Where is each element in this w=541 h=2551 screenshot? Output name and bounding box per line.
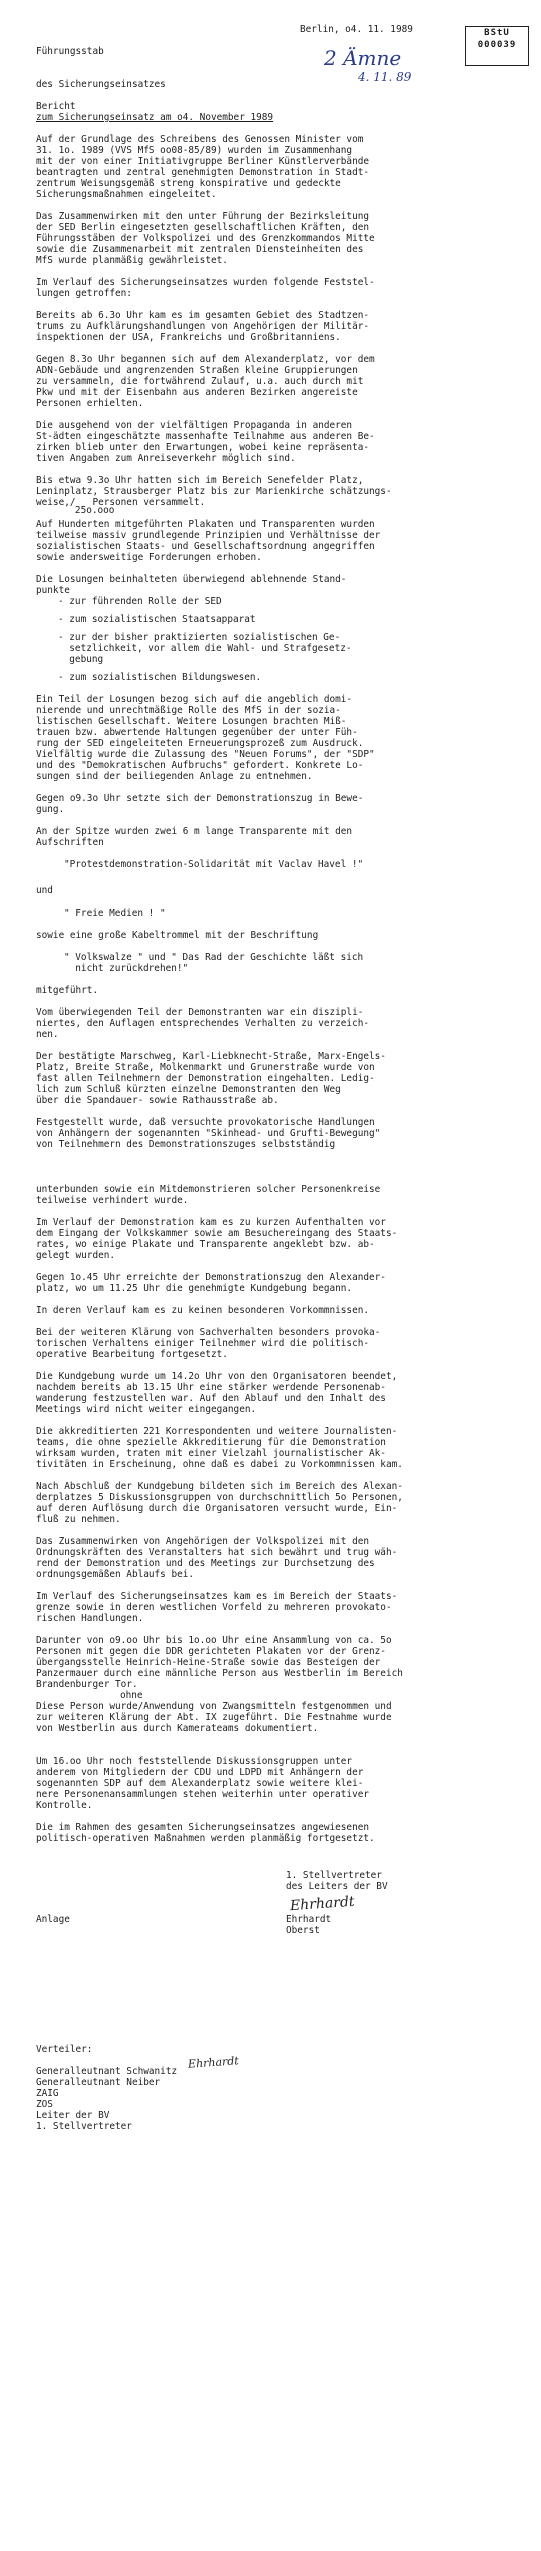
- body-text-line: Die Losungen beinhalteten überwiegend ablehnende Stand-: [36, 574, 347, 585]
- body-text-line: tivitäten in Erscheinung, ohne daß es dabei zu Vorkommnissen kam.: [36, 1459, 403, 1470]
- body-text-line: listischen Gesellschaft. Weitere Losungen brachten Miß-: [36, 716, 347, 727]
- body-text-line: Leninplatz, Strausberger Platz bis zur Marienkirche schätzungs-: [36, 486, 392, 497]
- body-text-line: tiven Angaben zum Anreiseverkehr möglich sind.: [36, 453, 296, 464]
- body-text-line: wanderung festzustellen war. Auf den Ablauf und den Inhalt des: [36, 1393, 386, 1404]
- body-text-line: Personen mit gegen die DDR gerichteten Plakaten vor der Grenz-: [36, 1646, 386, 1657]
- body-text-line: teams, die ohne spezielle Akkreditierung für die Demonstration: [36, 1437, 386, 1448]
- handwritten-date: 4. 11. 89: [358, 70, 412, 84]
- body-text-line: fluß zu nehmen.: [36, 1514, 121, 1525]
- body-text-line: 25o.ooo: [58, 505, 115, 516]
- body-text-line: gelegt wurden.: [36, 1250, 116, 1261]
- body-text-line: Gegen 1o.45 Uhr erreichte der Demonstrationszug den Alexander-: [36, 1272, 386, 1283]
- body-text-line: über die Spandauer- sowie Rathausstraße ab.: [36, 1095, 279, 1106]
- body-text-line: Brandenburger Tor.: [36, 1679, 138, 1690]
- body-text-line: Gegen o9.3o Uhr setzte sich der Demonstrationszug in Bewe-: [36, 793, 364, 804]
- body-text-line: rates, wo einige Plakate und Transparente angeklebt bzw. ab-: [36, 1239, 375, 1250]
- body-text-line: Ordnungskräften des Veranstalters hat sich bewährt und trug wäh-: [36, 1547, 398, 1558]
- body-text-line: auf deren Auflösung durch die Organisatoren versucht wurde, Ein-: [36, 1503, 398, 1514]
- body-text-line: setzlichkeit, vor allem die Wahl- und Strafgesetz-: [58, 643, 352, 654]
- issuing-office-line: Führungsstab: [36, 46, 104, 57]
- body-text-line: ADN-Gebäude und angrenzenden Straßen kleine Gruppierungen: [36, 365, 358, 376]
- report-title: Bericht: [36, 101, 76, 112]
- body-text-line: gebung: [58, 654, 104, 665]
- body-text-line: Bei der weiteren Klärung von Sachverhalten besonders provoka-: [36, 1327, 381, 1338]
- body-text-line: sogenannten SDP auf dem Alexanderplatz sowie weitere klei-: [36, 1778, 364, 1789]
- body-text-line: Auf der Grundlage des Schreibens des Genossen Minister vom: [36, 134, 364, 145]
- distribution-recipient: 1. Stellvertreter: [36, 2121, 132, 2132]
- body-text-line: politisch-operativen Maßnahmen werden planmäßig fortgesetzt.: [36, 1833, 375, 1844]
- body-text-line: anderem von Mitgliedern der CDU und LDPD mit Anhängern der: [36, 1767, 364, 1778]
- body-text-line: Im Verlauf des Sicherungseinsatzes wurden folgende Feststel-: [36, 277, 375, 288]
- body-text-line: teilweise massiv grundlegende Prinzipien und Verhältnisse der: [36, 530, 381, 541]
- body-text-line: lich zum Schluß kürzten einzelne Demonstranten den Weg: [36, 1084, 341, 1095]
- distribution-recipient: ZOS: [36, 2099, 53, 2110]
- signatory-rank: Oberst: [286, 1925, 320, 1936]
- issuing-office: [36, 24, 166, 112]
- body-text-line: sungen sind der beiliegenden Anlage zu entnehmen.: [36, 771, 313, 782]
- body-text-line: zu versammeln, die fortwährend Zulauf, u.a. auch durch mit: [36, 376, 364, 387]
- body-text-line: St-ädten eingeschätzte massenhafte Teilnahme aus anderen Be-: [36, 431, 375, 442]
- body-text-line: - zur führenden Rolle der SED: [58, 596, 222, 607]
- body-text-line: "Protestdemonstration-Solidarität mit Vaclav Havel !": [64, 859, 364, 870]
- body-text-line: torischen Verhaltens einiger Teilnehmer wird die politisch-: [36, 1338, 370, 1349]
- body-text-line: " Freie Medien ! ": [64, 908, 166, 919]
- body-text-line: rung der SED eingeleiteten Erneuerungsprozeß zum Ausdruck.: [36, 738, 364, 749]
- body-text-line: derplatzes 5 Diskussionsgruppen von durchschnittlich 5o Personen,: [36, 1492, 403, 1503]
- body-text-line: Aufschriften: [36, 837, 104, 848]
- body-text-line: grenze sowie in deren westlichen Vorfeld zu mehreren provokato-: [36, 1602, 392, 1613]
- body-text-line: und des "Demokratischen Aufbruchs" gefordert. Konkrete Lo-: [36, 760, 364, 771]
- body-text-line: wirksam wurden, traten mit einer Vielzahl journalistischer Ak-: [36, 1448, 386, 1459]
- body-text-line: fast allen Teilnehmern der Demonstration eingehalten. Ledig-: [36, 1073, 375, 1084]
- handwritten-note: 2 Ämne: [324, 46, 402, 70]
- body-text-line: nere Personenansammlungen stehen weiterhin unter operativer: [36, 1789, 370, 1800]
- body-text-line: Pkw und mit der Eisenbahn aus anderen Bezirken angereiste: [36, 387, 358, 398]
- body-text-line: sowie eine große Kabeltrommel mit der Beschriftung: [36, 930, 319, 941]
- body-text-line: - zum sozialistischen Staatsapparat: [58, 614, 256, 625]
- signatory-name: Ehrhardt: [286, 1914, 332, 1925]
- signatory-title: des Leiters der BV: [286, 1881, 388, 1892]
- body-text-line: In deren Verlauf kam es zu keinen besonderen Vorkommnissen.: [36, 1305, 370, 1316]
- issuing-office-line: des Sicherungseinsatzes: [36, 79, 166, 90]
- place-date: Berlin, o4. 11. 1989: [300, 24, 413, 35]
- body-text-line: MfS wurde planmäßig gewährleistet.: [36, 255, 228, 266]
- body-text-line: mitgeführt.: [36, 985, 99, 996]
- body-text-line: nachdem bereits ab 13.15 Uhr eine stärker werdende Personenab-: [36, 1382, 386, 1393]
- distribution-recipient: Generalleutnant Schwanitz: [36, 2066, 178, 2077]
- body-text-line: gung.: [36, 804, 65, 815]
- body-text-line: Platz, Breite Straße, Molkenmarkt und Grunerstraße wurde von: [36, 1062, 375, 1073]
- body-text-line: inspektionen der USA, Frankreichs und Großbritanniens.: [36, 332, 341, 343]
- body-text-line: zentrum Weisungsgemäß streng konspirative und gedeckte: [36, 178, 341, 189]
- body-text-line: rischen Handlungen.: [36, 1613, 144, 1624]
- body-text-line: Personen erhielten.: [36, 398, 144, 409]
- body-text-line: Nach Abschluß der Kundgebung bildeten sich im Bereich des Alexan-: [36, 1481, 403, 1492]
- archive-stamp-label: BStU: [484, 28, 510, 38]
- body-text-line: nicht zurückdrehen!": [64, 963, 189, 974]
- body-text-line: der SED Berlin eingesetzten gesellschaftlichen Kräften, den: [36, 222, 370, 233]
- body-text-line: " Volkswalze " und " Das Rad der Geschichte läßt sich: [64, 952, 364, 963]
- body-text-line: ohne: [120, 1690, 143, 1701]
- body-text-line: Festgestellt wurde, daß versuchte provokatorische Handlungen: [36, 1117, 375, 1128]
- body-text-line: ordnungsgemäßen Ablaufs bei.: [36, 1569, 195, 1580]
- body-text-line: beantragten und zentral genehmigten Demonstration in Stadt-: [36, 167, 370, 178]
- body-text-line: Diese Person wurde/Anwendung von Zwangsmitteln festgenommen und: [36, 1701, 392, 1712]
- archive-stamp: [465, 26, 529, 66]
- signatory-title: 1. Stellvertreter: [286, 1870, 382, 1881]
- body-text-line: nierende und unrechtmäßige Rolle des MfS in der sozia-: [36, 705, 341, 716]
- body-text-line: Im Verlauf des Sicherungseinsatzes kam es im Bereich der Staats-: [36, 1591, 398, 1602]
- body-text-line: teilweise verhindert wurde.: [36, 1195, 189, 1206]
- body-text-line: Ein Teil der Losungen bezog sich auf die angeblich domi-: [36, 694, 353, 705]
- body-text-line: Im Verlauf der Demonstration kam es zu kurzen Aufenthalten vor: [36, 1217, 386, 1228]
- body-text-line: Um 16.oo Uhr noch feststellende Diskussionsgruppen unter: [36, 1756, 353, 1767]
- body-text-line: niertes, den Auflagen entsprechendes Verhalten zu verzeich-: [36, 1018, 370, 1029]
- body-text-line: punkte: [36, 585, 70, 596]
- body-text-line: und: [36, 885, 53, 896]
- body-text-line: - zur der bisher praktizierten sozialistischen Ge-: [58, 632, 341, 643]
- body-text-line: Bis etwa 9.3o Uhr hatten sich im Bereich Senefelder Platz,: [36, 475, 364, 486]
- body-text-line: nen.: [36, 1029, 59, 1040]
- body-text-line: An der Spitze wurden zwei 6 m lange Transparente mit den: [36, 826, 353, 837]
- body-text-line: rend der Demonstration und des Meetings zur Durchsetzung des: [36, 1558, 375, 1569]
- body-text-line: sowie die Zusammenarbeit mit zentralen Diensteinheiten des: [36, 244, 364, 255]
- body-text-line: sowie andersweitige Forderungen erhoben.: [36, 552, 262, 563]
- body-text-line: Auf Hunderten mitgeführten Plakaten und Transparenten wurden: [36, 519, 375, 530]
- distribution-heading: Verteiler:: [36, 2044, 93, 2055]
- body-text-line: Kontrolle.: [36, 1800, 93, 1811]
- body-text-line: zur weiteren Klärung der Abt. IX zugeführt. Die Festnahme wurde: [36, 1712, 392, 1723]
- body-text-line: 31. 1o. 1989 (VVS MfS oo08-85/89) wurden im Zusammenhang: [36, 145, 353, 156]
- handwritten-signature: Ehrhardt: [289, 1893, 356, 1915]
- body-text-line: sozialistischen Staats- und Gesellschaftsordnung angegriffen: [36, 541, 375, 552]
- body-text-line: platz, wo um 11.25 Uhr die genehmigte Kundgebung begann.: [36, 1283, 353, 1294]
- enclosure-label: Anlage: [36, 1914, 70, 1925]
- body-text-line: mit der von einer Initiativgruppe Berliner Künstlerverbände: [36, 156, 370, 167]
- body-text-line: dem Eingang der Volkskammer sowie am Besuchereingang des Staats-: [36, 1228, 398, 1239]
- body-text-line: Vielfältig wurde die Zulassung des "Neuen Forums", der "SDP": [36, 749, 375, 760]
- body-text-line: Das Zusammenwirken mit den unter Führung der Bezirksleitung: [36, 211, 370, 222]
- body-text-line: Bereits ab 6.3o Uhr kam es im gesamten Gebiet des Stadtzen-: [36, 310, 370, 321]
- body-text-line: zirken blieb unter den Erwartungen, wobei keine repräsenta-: [36, 442, 370, 453]
- body-text-line: Führungsstäben der Volkspolizei und des Grenzkommandos Mitte: [36, 233, 375, 244]
- handwritten-initials: Ehrhardt: [187, 2054, 240, 2071]
- body-text-line: trauen bzw. abwertende Haltungen gegenüber der unter Füh-: [36, 727, 358, 738]
- body-text-line: von Teilnehmern des Demonstrationszuges selbstständig: [36, 1139, 336, 1150]
- body-text-line: Panzermauer durch eine männliche Person aus Westberlin im Bereich: [36, 1668, 403, 1679]
- body-text-line: weise,/ Personen versammelt.: [36, 497, 206, 508]
- body-text-line: lungen getroffen:: [36, 288, 132, 299]
- body-text-line: von Anhängern der sogenannten "Skinhead- und Grufti-Bewegung": [36, 1128, 381, 1139]
- body-text-line: Die akkreditierten 221 Korrespondenten und weitere Journalisten-: [36, 1426, 398, 1437]
- body-text-line: - zum sozialistischen Bildungswesen.: [58, 672, 262, 683]
- distribution-recipient: Leiter der BV: [36, 2110, 110, 2121]
- body-text-line: Vom überwiegenden Teil der Demonstranten war ein diszipli-: [36, 1007, 364, 1018]
- body-text-line: Gegen 8.3o Uhr begannen sich auf dem Alexanderplatz, vor dem: [36, 354, 375, 365]
- body-text-line: operative Bearbeitung fortgesetzt.: [36, 1349, 228, 1360]
- body-text-line: Sicherungsmaßnahmen eingeleitet.: [36, 189, 217, 200]
- distribution-recipient: Generalleutnant Neiber: [36, 2077, 161, 2088]
- body-text-line: von Westberlin aus durch Kamerateams dokumentiert.: [36, 1723, 319, 1734]
- body-text-line: Der bestätigte Marschweg, Karl-Liebknecht-Straße, Marx-Engels-: [36, 1051, 386, 1062]
- body-text-line: Meetings wird nicht weiter eingegangen.: [36, 1404, 257, 1415]
- body-text-line: Die Kundgebung wurde um 14.2o Uhr von den Organisatoren beendet,: [36, 1371, 398, 1382]
- body-text-line: trums zu Aufklärungshandlungen von Angehörigen der Militär-: [36, 321, 370, 332]
- body-text-line: Die ausgehend von der vielfältigen Propaganda in anderen: [36, 420, 353, 431]
- report-subtitle: zum Sicherungseinsatz am o4. November 1989: [36, 112, 274, 123]
- body-text-line: unterbunden sowie ein Mitdemonstrieren solcher Personenkreise: [36, 1184, 381, 1195]
- body-text-line: übergangsstelle Heinrich-Heine-Straße sowie das Besteigen der: [36, 1657, 381, 1668]
- distribution-recipient: ZAIG: [36, 2088, 59, 2099]
- archive-stamp-number: 000039: [477, 40, 517, 50]
- body-text-line: Darunter von o9.oo Uhr bis 1o.oo Uhr eine Ansammlung von ca. 5o: [36, 1635, 392, 1646]
- body-text-line: Die im Rahmen des gesamten Sicherungseinsatzes angewiesenen: [36, 1822, 370, 1833]
- body-text-line: Das Zusammenwirken von Angehörigen der Volkspolizei mit den: [36, 1536, 370, 1547]
